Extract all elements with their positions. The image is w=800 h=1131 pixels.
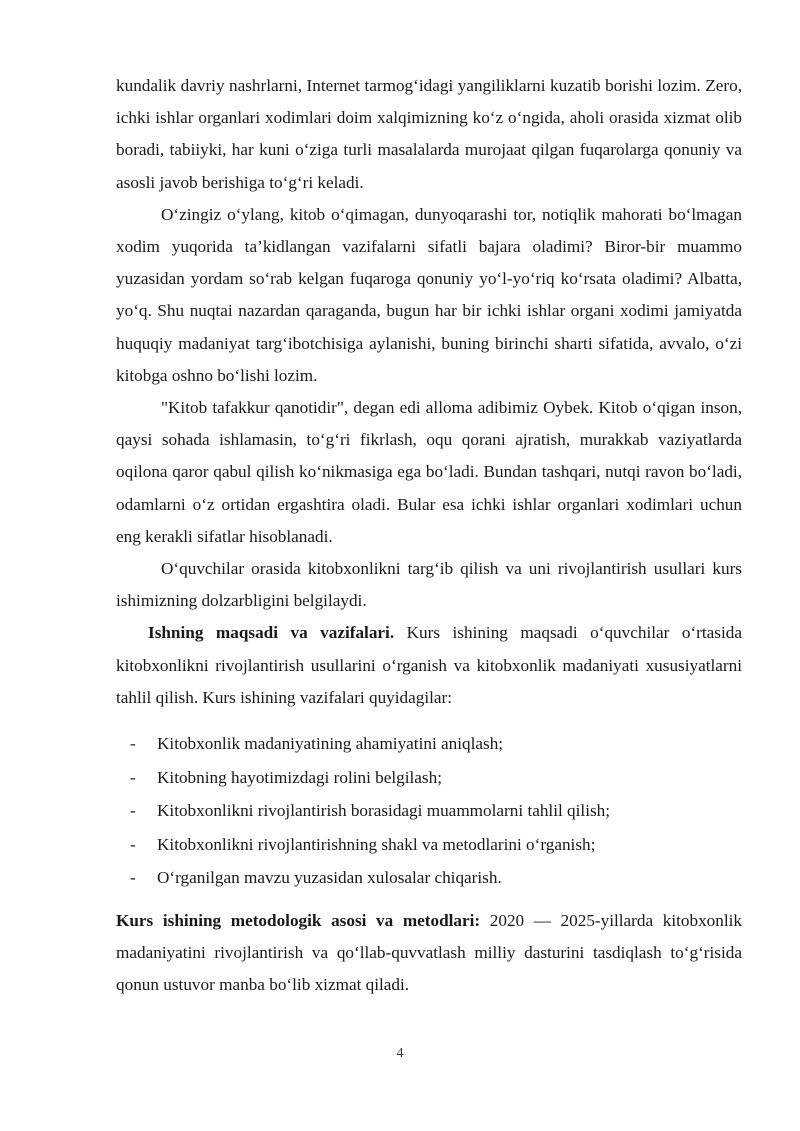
list-dash: - <box>130 734 136 754</box>
tasks-list <box>116 727 742 895</box>
list-item <box>116 828 742 862</box>
paragraph-oybek-quote: "Kitob tafakkur qanotidir", degan edi alloma adibimiz Oybek. Kitob o‘qigan inson, qaysi sohada ishlamasin, to‘g‘ri fikrlash, oqu qorani ajratish, murakkab vaziyatlarda oqilona qaror qabul qilish ko‘nikmasiga ega bo‘ladi. Bundan tashqari, nutqi ravon bo‘ladi, odamlarni o‘z ortidan ergashtira oladi. Bular esa ichki ishlar organlari xodimlari uchun eng kerakli sifatlar hisoblanadi. <box>116 398 742 546</box>
list-item-text: Kitobxonlikni rivojlantirish borasidagi muammolarni tahlil qilish; <box>157 801 611 821</box>
paragraph-goals <box>116 617 742 714</box>
paragraph-reader-question: O‘zingiz o‘ylang, kitob o‘qimagan, dunyoqarashi tor, notiqlik mahorati bo‘lmagan xodim yuqorida ta’kidlangan vazifalarni sifatli bajara oladimi? Biror-bir muammo yuzasidan yordam so‘rab kelgan fuqaroga qonuniy yo‘l-yo‘riq ko‘rsata oladimi? Albatta, yo‘q. Shu nuqtai nazardan qaraganda, bugun har bir ichki ishlar organi xodimi jamiyatda huquqiy madaniyat targ‘ibotchisiga aylanishi, buning birinchi sharti sifatida, avvalo, o‘zi kitobga oshno bo‘lishi lozim. <box>116 204 742 385</box>
list-item-text: O‘rganilgan mavzu yuzasidan xulosalar chiqarish. <box>157 868 502 888</box>
list-item <box>116 761 742 795</box>
list-item <box>116 794 742 828</box>
list-item-text: Kitobning hayotimizdagi rolini belgilash; <box>157 767 442 787</box>
paragraph-methodology <box>116 905 742 1002</box>
paragraph-relevance: O‘quvchilar orasida kitobxonlikni targ‘ib qilish va uni rivojlantirish usullari kurs ishimizning dolzarbligini belgilaydi. <box>116 559 742 611</box>
list-item <box>116 861 742 895</box>
list-item-text: Kitobxonlik madaniyatining ahamiyatini aniqlash; <box>157 734 504 754</box>
methodology-text: 2020 — 2025-yillarda kitobxonlik madaniyatini rivojlantirish va qo‘llab-quvvatlash milliy dasturini tasdiqlash to‘g‘risida qonun ustuvor manba bo‘lib xizmat qiladi. <box>116 910 742 994</box>
list-item-text: Kitobxonlikni rivojlantirishning shakl va metodlarini o‘rganish; <box>157 834 596 854</box>
methodology-heading: Kurs ishining metodologik asosi va metodlari: <box>116 910 481 930</box>
page-number: 4 <box>396 1046 404 1061</box>
list-dash: - <box>130 868 136 888</box>
goals-heading: Ishning maqsadi va vazifalari. <box>148 623 395 643</box>
paragraph-intro-continuation: kundalik davriy nashrlarni, Internet tarmog‘idagi yangiliklarni kuzatib borishi lozim. Zero, ichki ishlar organlari xodimlari doim xalqimizning ko‘z o‘ngida, aholi orasida xizmat olib boradi, tabiiyki, har kuni o‘ziga turli masalalarda murojaat qilgan fuqarolarga qonuniy va asosli javob berishiga to‘g‘ri keladi. <box>116 76 742 192</box>
list-item <box>116 727 742 761</box>
list-dash: - <box>130 834 136 854</box>
goals-text: Kurs ishining maqsadi o‘quvchilar o‘rtasida kitobxonlikni rivojlantirish usullarini o‘rganish va kitobxonlik madaniyati xususiyatlarni tahlil qilish. Kurs ishining vazifalari quyidagilar: <box>116 623 742 707</box>
document-page <box>116 70 742 1001</box>
list-dash: - <box>130 767 136 787</box>
list-dash: - <box>130 801 136 821</box>
